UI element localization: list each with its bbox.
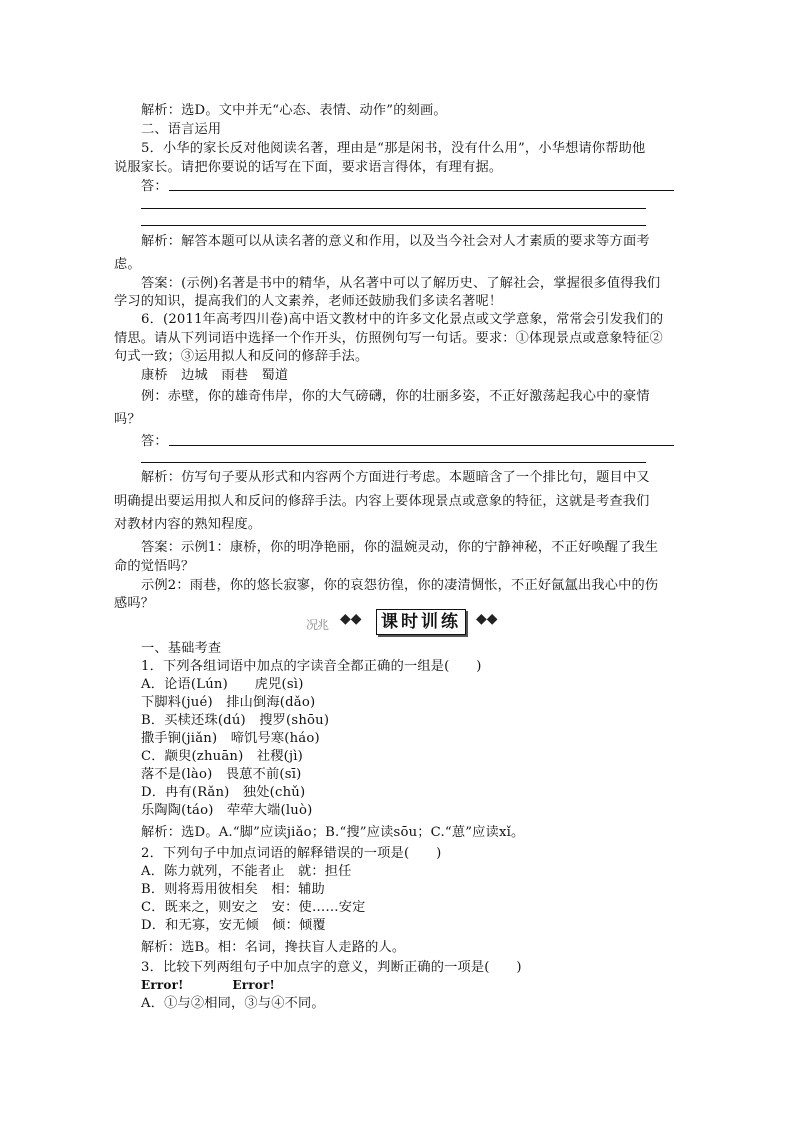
section-language-use: 二、语言运用 <box>141 122 222 137</box>
q1-option-d-1: D．冉有(Rǎn) 独处(chǔ) <box>141 785 306 800</box>
q2-option-b: B．则将焉用彼相矣 相：辅助 <box>141 882 325 897</box>
q4-explanation: 解析：选D。文中并无“心态、表情、动作”的刻画。 <box>141 103 447 118</box>
q1-option-b-1: B．买椟还珠(dú) 搜罗(shōu) <box>141 713 330 728</box>
q6-stem-3: 句式一致；③运用拟人和反问的修辞手法。 <box>114 349 369 364</box>
q6-answer-4: 感吗？ <box>114 596 155 611</box>
banner-ghost-text: 况兆 <box>306 618 329 632</box>
answer-line <box>141 225 646 226</box>
q5-stem-2: 说服家长。请把你要说的话写在下面，要求语言得体，有理有据。 <box>114 160 503 175</box>
answer-line <box>169 190 674 191</box>
q6-answer-1: 答案：示例1：康桥，你的明净艳丽，你的温婉灵动，你的宁静神秘，不正好唤醒了我生 <box>141 540 659 555</box>
q2-stem: 2．下列句子中加点词语的解释错误的一项是( ) <box>141 846 442 861</box>
q1-option-a-2: 下脚料(jué) 排山倒海(dǎo) <box>141 695 316 710</box>
q6-explanation-1: 解析：仿写句子要从形式和内容两个方面进行考虑。本题暗含了一个排比句，题目中又 <box>141 470 650 485</box>
q5-stem-1: 5．小华的家长反对他阅读名著，理由是“那是闲书，没有什么用”，小华想请你帮助他 <box>141 141 646 156</box>
q3-stem: 3．比较下列两组句子中加点字的意义，判断正确的一项是( ) <box>141 960 522 975</box>
q5-answer-1: 答案：(示例)名著是书中的精华，从名著中可以了解历史、了解社会，掌握很多值得我们 <box>141 276 661 291</box>
q2-option-a: A．陈力就列，不能者止 就：担任 <box>141 864 352 879</box>
q1-option-b-2: 撒手锏(jiǎn) 啼饥号寒(háo) <box>141 731 320 746</box>
q6-example-1: 例：赤壁，你的雄奇伟岸，你的大气磅礴，你的壮丽多姿，不正好激荡起我心中的豪情 <box>141 389 650 404</box>
q6-stem-2: 情思。请从下列词语中选择一个作开头，仿照例句写一句话。要求：①体现景点或意象特征② <box>114 331 663 346</box>
answer-line <box>141 208 646 209</box>
q6-word-options: 康桥 边城 雨巷 蜀道 <box>141 368 289 383</box>
q5-answer-label: 答： <box>141 179 168 194</box>
q6-answer-3: 示例2：雨巷，你的悠长寂寥，你的哀怨彷徨，你的凄清惆怅，不正好氤氲出我心中的伤 <box>141 578 659 593</box>
lesson-training-banner <box>306 609 510 635</box>
answer-line <box>169 445 674 446</box>
diamond-icon: ◆◆ <box>340 611 362 627</box>
q1-explanation: 解析：选D。A.“脚”应读jiǎo；B.“搜”应读sōu；C.“葸”应读xǐ。 <box>141 825 525 840</box>
q6-example-2: 吗？ <box>114 412 141 427</box>
q6-explanation-2: 明确提出要运用拟人和反问的修辞手法。内容上要体现景点或意象的特征，这就是考查我们 <box>114 494 650 509</box>
diamond-icon: ◆◆ <box>476 611 498 627</box>
q2-option-d: D．和无寡，安无倾 倾：倾覆 <box>141 918 326 933</box>
answer-line <box>141 462 646 463</box>
section-basic: 一、基础考查 <box>141 641 222 656</box>
q1-option-d-2: 乐陶陶(táo) 荦荦大端(luò) <box>141 803 313 818</box>
q5-answer-2: 学习的知识，提高我们的人文素养，老师还鼓励我们多读名著呢！ <box>114 294 503 309</box>
q3-option-a: A．①与②相同，③与④不同。 <box>141 996 325 1011</box>
q2-option-c: C．既来之，则安之 安：使……安定 <box>141 900 366 915</box>
banner-title: 课时训练 <box>376 609 466 635</box>
q5-explanation-1: 解析：解答本题可以从读名著的意义和作用，以及当今社会对人才素质的要求等方面考 <box>141 234 650 249</box>
q1-option-c-2: 落不是(lào) 畏葸不前(sī) <box>141 767 302 782</box>
q6-answer-2: 命的觉悟吗？ <box>114 559 195 574</box>
q3-error-placeholder: Error! Error! <box>141 978 275 992</box>
q1-option-c-1: C．颛臾(zhuān) 社稷(jì) <box>141 749 303 764</box>
q6-answer-label: 答： <box>141 434 168 449</box>
q2-explanation: 解析：选B。相：名词，搀扶盲人走路的人。 <box>141 940 406 955</box>
q1-stem: 1．下列各组词语中加点的字读音全都正确的一组是( ) <box>141 659 482 674</box>
q6-stem-1: 6．(2011年高考四川卷)高中语文教材中的许多文化景点或文学意象，常常会引发我们的 <box>141 312 664 327</box>
q6-explanation-3: 对教材内容的熟知程度。 <box>114 517 262 532</box>
q1-option-a-1: A．论语(Lún) 虎兕(sì) <box>141 677 304 692</box>
q5-explanation-2: 虑。 <box>114 257 141 272</box>
